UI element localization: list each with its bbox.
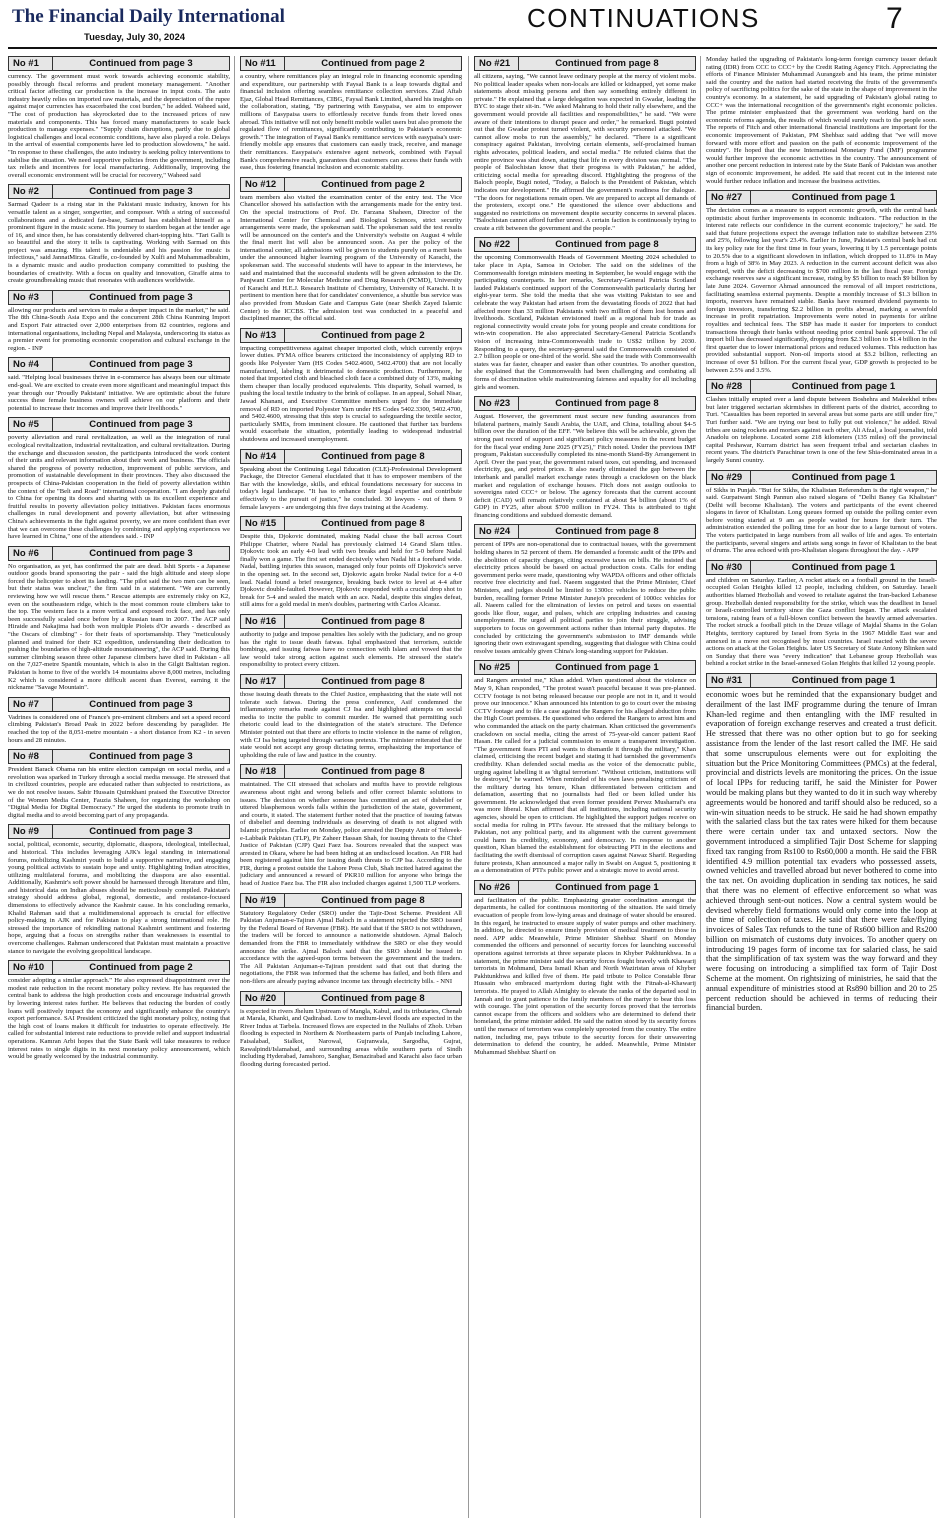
section-title: CONTINUATIONS (527, 3, 760, 33)
continued-from-label: Continued from page 3 (89, 751, 193, 763)
story-number: No #2 (9, 185, 53, 198)
story-header (8, 417, 230, 432)
story-number: No #12 (241, 178, 285, 191)
continuation-story (240, 991, 462, 1069)
story-text: maintained. The CII stressed that scholars and muftis have to provide religious awareness about right and wrong beliefs and offer correct Islamic solutions to issues. The decision on whether someone has committed an act of disbelief or uttered blasphemous words falls within the jurisdiction of the state, government, and courts, it stated. The statement further noted that the practice of issuing fatwas of disbelief and deeming individuals as deserving of death is not aligned with Islamic principles. Earlier on Monday, police arrested the Deputy Amir of Tehreek-e-Labbaik Pakistan (TLP), Pir Zaheer Hassan Shah, for issuing threats to the Chief Justice of Pakistan (CJP) Qazi Faez Isa. Sources revealed that the suspect was arrested in Okara, where he had been hiding at an undisclosed location. An FIR had been registered against him for issuing death threats to CJP Isa. According to the FIR, during a protest outside the Lahore Press Club, Shah incited hatred against the judiciary and announced a reward of PKR10 million for anyone who brings the head of Justice Faez Isa. The FIR also included charges against 1,500 TLP workers. (240, 781, 462, 888)
publication-date: Tuesday, July 30, 2024 (84, 32, 186, 43)
story-text: The decision comes as a measure to support economic growth, with the central bank optimistic about further improvements in economic indicators. "The reduction in the interest rate reflects our confidence in the current economic trajectory," he said. He said that future projections expect the average inflation rate to stabilize between 23% and 25%, following last year's 23.4%. Earlier in June, Pakistan's central bank had cut its key policy rate for the first time in four years, lowering it by 1.5 percentage points to 20.5% due to a significant slowdown in inflation, which dropped to 11.8% in May from a high of 38% in May 2023. A reduction in the current account deficit was also reported, with the deficit decreasing to $700 million in the last fiscal year. Foreign exchange reserves saw a significant increase, rising by $5 billion to reach $9 billion by late June 2024. Governor Ahmad announced the removal of all import restrictions, facilitating seamless external payments. Despite a monthly increase of $1.3 billion in imports, reserves have remained stable. Banks have resumed dividend payments to foreign investors, transferring $2.2 billion in profits abroad, marking a sevenfold increase in profit repatriation. Improvements were noted in payments for airline royalties and technical fees. The SBP has made it easier for importers to conduct transactions through their banks without needing prior central bank approval. The oil import bill has decreased significantly, dropping from $2.3 billion to $1.4 billion in the first quarter due to lower international prices and reduced volumes. This reduction has provided substantial support. Non-oil imports stood at $3.2 billion, reflecting an increase of over $1 billion. For the current fiscal year, GDP growth is projected to be between 2.5% and 3.5%. (706, 207, 937, 374)
story-header (8, 749, 230, 764)
continuation-story (8, 697, 230, 744)
continuation-story (8, 184, 230, 285)
continuation-story (240, 893, 462, 986)
story-text: a country, where remittances play an integral role in financing economic spending and expenditure, our partnership with Faysal Bank is a leap towards digital and financial inclusion offering seamless remittance collection services. Ziad Aftab Ejaz, Global Head Remittances, CIBG, Faysal Bank Limited, shared his insights on the collaboration, stating, "By partnering with Easypaisa, we aim to empower millions of Easypaisa users to effortlessly receive funds from their loved ones abroad. This initiative will not only benefit mobile wallet users but also promote the regulated flow of remittances, significantly contributing to Pakistan's economic growth." The integration of Faysal Bank's remittance services with easypaisa's user-friendly mobile app ensures that customers can easily track, receive, and manage their remittances. Easypaisa's extensive agent network, combined with Faysal Bank's comprehensive reach, guarantees that customers can access their funds with ease, thus fostering financial inclusion and economic stability. (240, 73, 462, 172)
story-text: poverty alleviation and rural revitalization, as well as the integration of rural ecological revitalization, industrial revitalization, and cultural revitalization. During the exchange and discussion session, the participants introduced the work content of their units and relevant information about their work and business. The officials shared the progress of poverty reduction, improvement of public services, and promotion of sustainable development in their provinces. They also discussed the prospects of China-Pakistan cooperation in the field of poverty alleviation within the context of the "Belt and Road" international cooperation. "I am deeply grateful to China for opening its doors and sharing with us its excellent experience and fruitful results in poverty alleviation policy initiatives. Pakistan faces enormous challenges in rural development and poverty alleviation, but after witnessing China's achievements in the fight against poverty, we are more confident than ever that we can overcome these challenges by combining and applying experiences we have learned in China," one of the attendees said. - INP (8, 434, 230, 541)
story-header (240, 674, 462, 689)
story-number: No #19 (241, 894, 285, 907)
story-number: No #3 (9, 291, 53, 304)
story-number: No #13 (241, 329, 285, 342)
story-text: and facilitation of the public. Emphasizing greater coordination amongst the departments, he called for continuous monitoring of the situation. He said timely evacuation of people from low-lying areas and drainage of water should be ensured. In this regard, he instructed to ensure supply of water pumps and other machinery. In addition, he directed to ensure timely provision of medical treatment to those in need. APP adds: Meanwhile, Prime Minister Shehbaz Sharif on Monday commended the officers and personnel of security forces for launching successful operations against terrorists at three separate places in Khyber Pakhtunkhwa. In a statement, the prime minister said the security forces fought bravely with Khawarij terrorists in Mohmand, Dera Ismail Khan and North Waziristan areas of Khyber Pakhtunkhwa and killed five of them. He paid tribute to Police Constable Ibrar Hussain who embraced martyrdom during fight with the Fitnah-al-Khawarij terrorists. He prayed to Allah Almighty to elevate the ranks of the departed soul in Jannah and to grant patience to the family members of the martyr to bear this loss with courage. The joint operation of the security forces proved that the terrorists cannot escape from the officers and soldiers who are determined to defend their homeland, the prime minister added. He said the nation stood by its security forces until the menace of terrorism was completely uprooted from the country. The entire nation, including me, pays tribute to the security forces for their unwavering determination to defend the country, he added. Meanwhile, Prime Minister Muhammad Shehbaz Sharif on (474, 896, 696, 1056)
continued-from-label: Continued from page 1 (791, 561, 896, 573)
column-divider (468, 56, 469, 1518)
story-text: the upcoming Commonwealth Heads of Government Meeting 2024 scheduled to take place in Apia, Samoa in October. The said on the sidelines of the Commonwealth foreign ministers meeting in September, he would engage with the participating counterparts. In her remarks, Secretary-General Patricia Scotland lauded Pakistan's continued support of the Commonwealth particularly during her eight-year term. She told the media that she was visiting Pakistan to see and celebrate the way Pakistan had arisen from the devastating floods of 2022 that had affected more than 33 million Pakistanis with two million of them lost homes and livelihoods. Scotland, Pakistan envisioned itself as a regional hub for trade as regional connectivity would create jobs for young people and create conditions for win-win cooperation. He also appreciated Secretary-General Patricia Scotland's vision of increasing intra-Commonwealth trade to US$2 trillion by 2030. Responding to a query, the secretary-general said the Commonwealth consisted of 2.7 billion people or one-third of the world. She said the trade with Commonwealth states was far faster, cheaper and easier than other countries. To another question, she explained that the Commonwealth had been challenging and combating all forms of discrimination while mainstreaming fairness and equality for all including girls and women. (474, 254, 696, 391)
continued-from-label: Continued from page 3 (89, 186, 193, 198)
story-number: No #30 (707, 561, 751, 574)
continuation-story (8, 417, 230, 540)
story-header (706, 379, 937, 394)
story-text: No organisation, as yet, has confirmed the pair are dead. Ishii Sports - a Japanese outdoor goods brand sponsoring the pair - said the high altitude and steep slope forced the helicopter to abort its landing. "The pilot said the two men can be seen, but their status was unclear," the firm said in a statement. "We are currently reviewing how we will rescue them." Rescue attempts are extremely risky on K2, even on the southeastern ridge, which is the most common route climbers take to the top. The western face is a more vertical and exposed rock face, and has only been successfully scaled once before by a Russian team in 2007. The ACP said Hiraide and Nakajima had both won multiple Piolets d'Or awards - described as "the Oscars of climbing" - for their feats of sportsmanship. They "meticulously planned and trained for their K2 expedition, understanding their dedication to pushing the boundaries of high-altitude mountaineering", the ACP said. During this summer climbing season three other Japanese climbers have died in Pakistan - all on the 7,027-metre Spantik mountain, which is also in the Gilgit Baltistan region. Pakistan is home to five of the world's 14 mountains above 8,000 metres, including K2 which is considered a more difficult ascent than Everest, earning it the nickname "Savage Mountain". (8, 562, 230, 692)
story-header (706, 470, 937, 485)
continued-from-label: Continued from page 8 (321, 992, 425, 1004)
page-number: 7 (886, 2, 903, 35)
continued-from-label: Continued from page 8 (555, 398, 659, 410)
story-header (474, 396, 696, 411)
story-number: No #4 (9, 358, 53, 371)
story-text: Despite this, Djokovic dominated, making Nadal chase the ball across Court Philippe Chatrier, where Nadal has previously claimed 14 Grand Slam titles. Djokovic took an early 4-0 lead with two breaks and held for 5-0 before Nadal finally won a game. The first set ended decisively when Nadal hit a forehand wide. Nadal, battling injuries this season, managed only four points off Djokovic's serve in the opening set. In the second set, Djokovic again broke Nadal twice for a 4-0 lead. Nadal found a brief resurgence, breaking back twice to level at 4-4 after Djokovic double-faulted. However, Djokovic responded with a crucial drop shot to break for 5-4 and sealed the match with an ace. Nadal, despite this singles defeat, still aims for a gold medal in men's doubles, partnering with Carlos Alcaraz. (240, 533, 462, 609)
story-text: Statutory Regulatory Order (SRO) under the Tajir-Dost Scheme. President All Pakistan Anjuman-e-Tajiran Ajmal Baloch in a statement rejected the SRO issued by the Federal Board of Revenue (FBR). He said that if the SRO is not withdrawn, the traders will be forced to announce a nationwide shutdown. Ajmal Baloch demanded from the FBR to immediately withdraw the SRO or else they would announce the strike. Ajmal Baloch said that the SRO should be issued in accordance with the agreed-upon terms between the government and the traders. The All Pakistan Anjuman-e-Tajiran president said that out that during the negotiations, the FBR was informed that the scheme has failed, and both filers and non-filers are already paying advance income tax through electricity bills. - NNI (240, 909, 462, 985)
continuation-story (240, 56, 462, 172)
continuation-story (8, 290, 230, 353)
story-number: No #29 (707, 471, 751, 484)
continuation-story (8, 56, 230, 179)
continued-from-label: Continued from page 1 (555, 662, 659, 674)
story-number: No #23 (475, 397, 519, 410)
header-rule (8, 47, 937, 49)
continued-from-label: Continued from page 8 (321, 894, 425, 906)
continuation-story (474, 56, 696, 232)
continuation-story (240, 177, 462, 323)
column-2 (240, 56, 462, 1518)
story-text: said. "Helping local businesses thrive in e-commerce has always been our ultimate end-goal. We are excited to create even more significant and meaningful impact this year through our 'Proudly Pakistani' initiative. We are optimistic about the future success these female business owners will achieve on our platform and their potential to increase their incomes and improve their livelihoods." (8, 374, 230, 412)
story-number: No #24 (475, 525, 519, 538)
story-text: Vadrines is considered one of France's pre-eminent climbers and set a speed record climbing Pakistan's Broad Peak in 2022 before descending by paraglider. He reached the top of the 8,051-metre mountain - a short distance from K2 - in seven hours and 28 minutes. (8, 713, 230, 744)
story-number: No #9 (9, 825, 53, 838)
continued-from-label: Continued from page 1 (791, 471, 896, 483)
continuation-story (240, 764, 462, 887)
story-number: No #7 (9, 698, 53, 711)
continued-from-label: Continued from page 1 (791, 381, 896, 393)
continuation-story (8, 749, 230, 819)
continuation-story (706, 379, 937, 464)
story-number: No #17 (241, 675, 285, 688)
story-text: and Rangers arrested me," Khan added. When questioned about the violence on May 9, Khan responded, "The protest wasn't peaceful because it was pre-planned. CCTV footage is not being released because our people are not in it, and it would prove our innocence." Khan announced his intention to go to court over the missing CCTV footage and to file a case against the Rangers for his alleged abduction from the High Court premises. He questioned who ordered the Rangers to arrest him and who commanded the attack on the party chairman. Khan criticised the government's crackdown on social media, citing the arrest of 75-year-old cancer patient Raof Hasan. He called for a judicial commission to ensure a transparent investigation. "The government fears PTI and wants to dismantle it through the military," Khan claimed, criticising the recent budget and stating it had tarnished the government's credibility. Khan defended social media as the voice of the democratic public, urging against labelling it as 'digital terrorism'. "Without criticism, institutions will be destroyed," he warned. When reminded of his own laws penalising criticism of the military during his tenure, Khan differentiated between criticism and defamation, asserting that no journalists had fled or been killed under his government. He acknowledged that even former president Pervez Musharraf's era was more liberal. Khan affirmed that all institutions, including national security agencies, should be open to criticism. He highlighted the support judges receive on social media for ruling in PTI's favour. He stressed that the military belongs to Pakistan, not any political party, and its alignment with the current government could harm its credibility, economy, and democracy. In response to another question, Khan blamed the establishment for obstructing PTI in the elections and facilitating the swift dismissal of corruption cases against Nawaz Sharif. Regarding future protests, Khan announced a major rally in Swabi on August 5, positioning it as a demonstration of PTI's public power and a strategic move to avoid arrest. (474, 677, 696, 875)
continued-from-label: Continued from page 8 (555, 58, 659, 69)
continuation-story (474, 524, 696, 655)
story-header (8, 824, 230, 839)
column-divider (234, 56, 235, 1518)
story-header (474, 880, 696, 895)
story-text: Speaking about the Continuing Legal Education (CLE)-Professional Development Package, the Director General elucidated that it has to empower members of the Bar with the knowledge, skills, and ethical foundations necessary for success in today's legal landscape. "It has to enhance their legal expertise and contribute effectively to the pursuit of justice," he concluded. 30 lawyers - out of them 9 female lawyers - are undergoing this five days training at the Academy. (240, 465, 462, 511)
continuation-story (474, 880, 696, 1056)
story-text: and children on Saturday. Earlier, A rocket attack on a football ground in the Israeli-occupied Golan Heights killed 12 people, including children, on Saturday. Israeli authorities blamed Hezbollah and vowed to retaliate against the Iran-backed Lebanese group. Hezbollah denied responsibility for the strike, which was the deadliest in Israel or Israeli-controlled territory since the Gaza conflict began. The attack escalated tensions, raising fears of a full-blown conflict between the heavily armed adversaries. The rocket struck a football pitch in the Druze village of Majdal Shams in the Golan Heights, territory captured by Israel from Syria in the 1967 Middle East war and annexed in a move not recognised by most countries. Israel reacted with the severe actions on attack at the Golan Heights. later US Secretary of State Antony Blinken said on Sunday that there was "every indication" that Lebanese group Hezbollah was behind a rocket strike in the Israel-annexed Golan Heights that killed 12 young people. (706, 576, 937, 668)
story-text: allowing our products and services to make a deeper impact in the market," he said. The 8th China-South Asia Expo and the concurrent 28th China Kunming Import and Export Fair attracted over 2,000 enterprises from 82 countries, regions and international organisations, including Nepal and Malaysia, underscoring its status as a premier event for promoting economic cooperation and cultural exchange in the region. - INP (8, 306, 230, 352)
story-number: No #5 (9, 418, 53, 431)
story-number: No #16 (241, 615, 285, 628)
continued-from-label: Continued from page 3 (89, 698, 193, 710)
continuation-story (474, 237, 696, 391)
story-number: No #14 (241, 450, 285, 463)
story-number: No #6 (9, 547, 53, 560)
continuation-story (706, 56, 937, 185)
story-number: No #28 (707, 380, 751, 393)
continued-from-label: Continued from page 8 (555, 526, 659, 538)
continued-from-label: Continued from page 2 (321, 329, 425, 341)
story-header (240, 516, 462, 531)
story-number: No #22 (475, 238, 519, 251)
masthead-bar (0, 0, 945, 50)
continued-from-label: Continued from page 1 (791, 674, 896, 686)
continuation-story (8, 824, 230, 955)
continued-from-label: Continued from page 8 (321, 450, 425, 462)
story-header (474, 56, 696, 71)
story-header (240, 177, 462, 192)
story-header (8, 290, 230, 305)
story-header (706, 673, 937, 688)
continuation-story (706, 673, 937, 1013)
column-1 (8, 56, 230, 1518)
continuation-story (240, 516, 462, 609)
story-number: No #8 (9, 750, 53, 763)
story-header (240, 991, 462, 1006)
story-header (8, 357, 230, 372)
story-text: consider adopting a similar approach." He also expressed disappointment over the modest rate reduction in the recent monetary policy review. He has requested the central bank to address the high production costs and encourage industrial growth by lowering interest rates further. He believes that reducing the burden of costly loans will positively impact the economy and significantly enhance the country's export performance. SAI President criticized the tight monetary policy, noting that the high cost of loans makes it difficult for industries to operate effectively. He called for substantial interest rate reductions to provide relief and support industrial operations. Kamran Arbi hopes that the State Bank will take measures to reduce interest rates to single digits in its next monetary policy announcement, which would be greatly welcomed by the industrial community. (8, 977, 230, 1061)
story-text: Clashes initially erupted over a land dispute between Boshehra and Maleekhel tribes but later triggered sectarian skirmishes in different parts of the district, according to Turi. "Casualties has been reported in several areas but some parts are still under fire," Turi further said. "We are trying our best to fully put out violence," he added. Rival tribes are using rockets and mortars against each other, Ali Afzal, a local journalist, told Anadolu on telephone. Located some 218 kilometers (135 miles) off the provincial capital Peshawar, Kurram district has seen frequent tribal and sectarian clashes in recent years. The district's Parachinar town is one of the few Shia-dominated areas in a largely Sunni country. (706, 396, 937, 464)
story-header (474, 660, 696, 675)
story-number: No #1 (9, 57, 53, 70)
continuation-story (706, 190, 937, 374)
newspaper-title: The Financial Daily International (12, 6, 285, 27)
column-divider (700, 56, 701, 1518)
story-header (240, 614, 462, 629)
story-header (8, 697, 230, 712)
story-header (8, 184, 230, 199)
story-header (240, 449, 462, 464)
continuation-story (240, 674, 462, 759)
story-number: No #15 (241, 517, 285, 530)
continued-from-label: Continued from page 3 (89, 826, 193, 838)
story-text: percent of IPPs are non-operational due to contractual issues, with the government holding shares in 52 percent of them. He demanded a forensic audit of the IPPs and the abolition of capacity charges, citing excessive taxes on bills. He insisted that electricity prices should be based on actual production costs. Calls for ending government perks were made, questioning why WAPDA officers and other officials receive free electricity and fuel. Naeem suggested that the Prime Minister, Chief Ministers, and judges should be limited to 1300cc vehicles to reduce the public burden, recalling former Prime Minister Junejo's precedent of 1000cc vehicles for all. Naeem called for the elimination of levies on petrol and taxes on essential goods like flour, sugar, and pulses, which are crippling industries and causing unemployment. He urged all political parties to join their struggle, advising supporters to focus on government actions rather than internal party disputes. He concluded by criticizing the government's submission to IMF demands while ignoring their own extravagant spending, suggesting that dialogue with China could resolve issues amicably given China's long-standing support for Pakistan. (474, 541, 696, 655)
story-text: of Sikhs in Punjab. "But for Sikhs, the Khalistan Referendum is the right weapon," he said. Gurpatwant Singh Pannun also raised slogans of "Delhi Baney Ga Khalistan" (Delhi will become Khalistan). The voters and participants of the event cheered slogans in favor of Khalistan. Long queues formed up outside the polling center even before voting started at 9 am as people waited for hours for their turn. The administration extended the polling time for an hour due to a large turnout of voters. The voters participated in large numbers from all walks of life and ages. To entertain the participants, several singers and artists sang songs in favor of Khalistan to the beat of drums. The area echoed with pro-Khalistan slogans throughout the day. - APP (706, 486, 937, 555)
story-text: is expected in rivers Jhelum Upstream of Mangla, Kabul, and its tributaries, Chenab at Marala, Khanki, and Qadirabad. Low to medium-level floods are expected in the River Indus at Tarbela. Increased flows are expected in the Nullahs of Zhob. Urban flooding is expected in Northern & Northeastern parts of Punjab including Lahore, Faisalabad, Sialkot, Narowal, Gujranwala, Sargodha, Gujrat, Rawalpindi/Islamabad, and surrounding areas while southern parts of Sindh including Hyderabad, Jamshoro, Sanghar, Benazirabad and Karachi also face urban flooding during forecasted period. (240, 1007, 462, 1068)
story-header (706, 190, 937, 205)
continued-from-label: Continued from page 3 (89, 291, 193, 303)
continuation-story (240, 328, 462, 444)
continuation-story (240, 449, 462, 512)
continued-from-label: Continued from page 3 (89, 547, 193, 559)
continuation-story (706, 470, 937, 555)
continued-from-label: Continued from page 3 (89, 359, 193, 371)
continued-from-label: Continued from page 8 (321, 766, 425, 778)
story-text: team members also visited the examination center of the entry test. The Vice Chancellor showed his satisfaction with the arrangements made for the entry test. On the special instructions of Prof. Dr. Farzana Shaheen, Director of the International Center for Chemical and Biological Sciences, strict security arrangements were made, the spokesman said. The spokesman said the test results will be announced on the center's and the University's website on August 4 while the final merit list will also be announced soon. As per the policy of the international center, all admissions will be given to students purely on a merit basis under the announced higher learning program of the University of Karachi, the spokesman said. The successful students will have to appear in the interviews, he said and maintained that the successful students will be given admission to the Dr. Panjwani Center for Molecular Medicine and Drug Research (PCMD), University of Karachi and H.E.J. Research Institute of Chemistry, University of Karachi. It is pertinent to mention here that for candidates' convenience, a shuttle bus service was also provided from Muskan Gate and Campus Gate (near Sheikh Zayed Islamic Center) to the ICCBS. The admission test was conducted in a peaceful and disciplined manner, the official said. (240, 193, 462, 323)
story-number: No #25 (475, 661, 519, 674)
story-number: No #27 (707, 191, 751, 204)
story-header (240, 56, 462, 71)
story-header (8, 56, 230, 71)
continued-from-label: Continued from page 8 (555, 239, 659, 251)
continuation-story (474, 660, 696, 874)
column-4 (706, 56, 937, 1518)
continued-from-label: Continued from page 3 (89, 419, 193, 431)
continuation-story (474, 396, 696, 519)
story-number: No #11 (241, 57, 285, 70)
continuation-story (8, 546, 230, 692)
story-header (8, 960, 230, 975)
story-text: social, political, economic, security, diplomatic, diaspora, ideological, intellectual, and historical. This includes leveraging AJK's legal standing in international forums, mobilizing Kashmiri youth to build a supportive narrative, and engaging young political activists to sustain hope and unity. Highlighting Indian atrocities, utilizing multilateral forums, and mobilizing the diaspora are also essential. Additionally, Kashmir's soft power should be harnessed through literature and film, and historical data on Indian abuses should be meticulously compiled. Pakistan's strategy should address global, regional, domestic, and resistance-focused dimensions to effectively advance the Kashmir cause. In his concluding remarks, Khalid Rahman said that a multidimensional approach is crucial for effective policy-making in AJK and for Pakistan to play a strong international role. He stressed the importance of rekindling national Kashmiri sentiment and fostering hope, arguing that a focus on strengths rather than weaknesses is essential to overcome challenges. Rahman underscored that Pakistan must maintain a proactive stance to navigate the evolving geopolitical landscape. (8, 841, 230, 955)
story-number: No #18 (241, 765, 285, 778)
story-text: currency. The government must work towards achieving economic stability, possibly through fiscal reforms and prudent monetary management. "Another critical factor affecting car production is the increase in input costs. The auto industry heavily relies on imported raw materials, and the depreciation of the rupee against major currencies has exacerbated the cost burden," he added. Waheed said, "The cost of production has skyrocketed due to the increased prices of raw materials and components. This has forced many manufacturers to scale back production to manage expenses." "Supply chain disruptions, partly due to global logistical challenges and local economic conditions, have also played a role. Delays in the arrival of essential components have led to production slowdowns," he said. "In response to these challenges, the auto industry is seeking policy interventions to stabilise the situation. We need supportive policies from the government, including tax reliefs and incentives for local manufacturing. Additionally, improving the overall economic environment will be crucial for recovery," Waheed said (8, 73, 230, 179)
continuation-story (240, 614, 462, 669)
story-text: Monday hailed the upgrading of Pakistan's long-term foreign currency issuer default rating (IDR) from CCC to CCC+ by the Credit Rating Agency Fitch. Appreciating the efforts of Finance Minister Muhammad Aurangzeb and his team, the prime minister said the country and the nation had started receiving the fruits of the government's policy of sacrificing politics for the sake of the state in the shape of improvement in the country's economy. In a statement, he said upgrading of Pakistan's global rating to CCC+ was the international recognition of the government's right economic policies. The prime minister emphasized that the government was working hard on the economic reforms agenda, the results of which would surely reach to the people soon. The reports of Fitch and other international financial institutions are important for the economic improvement of Pakistan, PM Shehbaz said adding that "we will move forward with more effort and passion on the path of economic improvement of the country". He hoped that the new International Monetary Fund (IMF) programme would further improve the economic activities in the country. The announcement of another one percent reduction in interest rate by the State Bank of Pakistan was another sign of economic improvement, he added. He said that recent cut in the interest rate would further reduce inflation and increase the business activities. (706, 56, 937, 185)
story-header (474, 524, 696, 539)
continued-from-label: Continued from page 2 (321, 178, 425, 190)
story-number: No #10 (9, 961, 53, 974)
story-header (240, 893, 462, 908)
story-text: Sarmad Qadeer is a rising star in the Pakistani music industry, known for his versatile talent as a singer, songwriter, and composer. With a string of successful collaborations and a dedicated fan-base, Sarmad has established himself as a prominent figure in the music scene. His journey to stardom began at the tender age of 16, and since then, he has consistently delivered chart-topping hits. "Tari Galli is so beautiful and the story it tells is captivating. Working with Sarmad on this project was amazing. His talent is undeniable and his passion for music is infectious," said JannatMirza. Giraffe, co-founded by Xulfi and Muhammadbrahim, is a dynamic music and audio production company committed to pushing the boundaries of creativity. With a focus on quality and innovation, Giraffe aims to create groundbreaking music that resonates with audiences worldwide. (8, 201, 230, 285)
continued-from-label: Continued from page 2 (89, 962, 193, 974)
continuation-story (706, 560, 937, 668)
story-header (240, 764, 462, 779)
story-header (706, 560, 937, 575)
continued-from-label: Continued from page 3 (89, 58, 193, 69)
story-header (474, 237, 696, 252)
story-text: those issuing death threats to the Chief Justice, emphasizing that the state will not tolerate such fatwas. During the press conference, Asif condemned the inflammatory remarks made against CJ Isa and highlighted attempts on social media to incite the public to commit murder. He warned that permitting such rhetoric could lead to the disintegration of the state's structure. The Defence Minister pointed out that there are efforts to incite violence in the name of religion, with CJ Isa being targeted through various pretexts. The minister reiterated that the state would not accept any group dictating terms, emphasizing the importance of upholding the rule of law and justice in the country. (240, 691, 462, 759)
story-text: impacting competitiveness against cheaper imported cloth, which currently enjoys lower duties. PYMA office bearers criticized the inconsistency of applying RD to goods like Polyester Yarn (HS Codes 5402.4600, 5402.4700) that are not locally manufactured, labeling it detrimental to domestic production. Furthermore, he noted that imported cloth and bleached cloth face a combined duty of 13%, making them cheaper than locally produced equivalents. This disparity, Sohail warned, is pushing the local textile industry to the brink of collapse. In an appeal, Sohail Nisar, Jawad Khanani, and Executive Committee members urged for the immediate removal of RD on imported Polyester Yarn under HS Codes 5402.3300, 5402.4700, and 5402.4600, stressing that this step is crucial to safeguarding the textile sector, particularly SMEs, from imminent closure. He cautioned that further tax burdens would exacerbate the situation, potentially leading to widespread industrial shutdowns and increased unemployment. (240, 344, 462, 443)
story-number: No #20 (241, 992, 285, 1005)
continued-from-label: Continued from page 1 (555, 881, 659, 893)
continued-from-label: Continued from page 8 (321, 616, 425, 628)
column-3 (474, 56, 696, 1518)
continuation-story (8, 357, 230, 412)
story-number: No #31 (707, 674, 751, 687)
story-header (8, 546, 230, 561)
continued-from-label: Continued from page 2 (321, 58, 425, 69)
continued-from-label: Continued from page 8 (321, 518, 425, 530)
continued-from-label: Continued from page 1 (791, 192, 896, 204)
story-text: President Barack Obama ran his entire election campaign on social media, and a revolution was sparked in Turkey through a social media message. He stressed that in civilized countries, people are educated rather than subjected to restrictions, as we do not resolve issues. Sabir Hussain Quimkhani praised the Executive Director of the Women Media Center, Fauzia Shaheen, for organizing the workshop on "Digital Media for Digital Democracy." He urged the students to promote truth in digital media and to avoid becoming part of any propaganda. (8, 766, 230, 819)
story-header (240, 328, 462, 343)
story-text: economic woes but he reminded that the expansionary budget and derailment of the last IMF programme during the tenure of Imran Khan-led regime and then entangling with the IMF resulted in evaporation of foreign exchange reserves and created a trust deficit. He stressed that there was no other option but to go for seeking assistance from the lender of the last resort called the IMF. He said that some unscrupulous elements were out for exploiting the situation but the Price Monitoring Committees (PMCs) at the federal, provincial and districts levels are monitoring the prices. On the issue of local IPPs for reducing tariff, he said the Minister for Power would be making plans but they wanted to do it in such way whereby agreements would be honored and tariff should also be reduced, so a win-win situation needs to be struck. He said he had shown empathy with the salaried class but the tax rates were hiked for them because there were certain under tax and untaxed sectors. Now the government introduced a simplified Tajir Dost Scheme for slapping fixed tax ranging from Rs100 to Rs60,000 a month. He said the FBR identified 4.9 million potential tax evaders who possessed assets, owned vehicles and travelled abroad but never bothered to come into the tax net. On avoiding duplication in sending tax notices, he said that there was no element of effective enforcement so what was achieved through sent-out notices. Now a central system would be devised whereby field formations would only come into the loop at the time of collection of taxes. He said that there were fake/flying invoices of Sales Tax refunds to the tune of Rs600 billion and Rs200 billion on mismatch of customs duty invoices. To another query on introducing 19 pages form of income tax for salaried class, he said that the simplification of tax system was the way forward and they were focusing on introducing a simplified tax form of Tajir Dost Scheme at the moment. On rightsizing of ministries, he said that the annual expenditure of ministries stood at Rs890 billion and 20 to 25 percent reduction should be achieved in terms of reducing their financial burden. (706, 689, 937, 1013)
continued-from-label: Continued from page 8 (321, 676, 425, 687)
story-text: all citizens, saying, "We cannot leave ordinary people at the mercy of violent mobs. No political leader speaks when non-locals are killed or kidnapped, yet some make statements about missing persons and then say something entirely different in private." He explained that a large delegation was expected in Gwadar, leading the BYC to stage their sit-in. "We asked Mahrang to hold their rally elsewhere, and the government would provide all facilities and responsibilities," he said. "We were aware of their intentions to disrupt peace and order," he remarked. Bugti pointed out that the Gwadar protest turned violent, with security personnel attacked. "We cannot allow mobs to run the assembly," he declared. "There is a significant conspiracy against Pakistan, involving certain elements, self-proclaimed human rights advocates, political leaders, and social media." He refuted claims that the entire province was shut down, stating that life in every division was normal. "The people of Balochistan know that their progress is with Pakistan," he added, criticizing social media for spreading discord. Highlighting the progress of the Baloch people, Bugti noted, "Today, a Baloch is the President of Pakistan, which indicates our development." He affirmed the government's readiness for dialogue. "The doors for negotiations remain open. We are prepared to accept all demands of the protesters, except one." He questioned the silence over abductions and suggested no restrictions on movement despite security concerns in several places. "Balochistan cannot afford further unrest. A certain faction is continuously trying to create a rift between the government and the people." (474, 73, 696, 232)
story-text: August. However, the government must secure new funding assurances from bilateral partners, mainly Saudi Arabia, the UAE, and China, totalling about $4-5 billion over the duration of the EFF. "We believe this will be achievable, given the strong past record of support and significant policy measures in the recent budget for the fiscal year ending June 2025 (FY25)," Fitch noted. Under the previous IMF program, Pakistan successfully completed its nine-month Stand-By Arrangement in April. Over the past year, the government raised taxes, cut spending, and increased electricity, gas, and petrol prices. It also nearly eliminated the gap between the interbank and parallel market exchange rates through a crackdown on the black market and regulation of exchange houses. Fitch does not assign outlooks to sovereigns rated CCC+ or below. The agency forecasts that the current account deficit (CAD) will remain relatively contained at about $4 billion (about 1% of GDP) in FY25, after about $700 million in FY24. This is attributed to tight financing conditions and subdued domestic demand. (474, 413, 696, 519)
story-number: No #21 (475, 57, 519, 70)
continuation-story (8, 960, 230, 1061)
story-text: authority to judge and impose penalties lies solely with the judiciary, and no group has the right to issue death fatwas. Iqbal emphasized that terrorism, suicide bombings, and issuing fatwas have no connection with Islam and vowed that the law would take strong action against such elements. He stressed the state's responsibility to protect every citizen. (240, 631, 462, 669)
story-number: No #26 (475, 881, 519, 894)
